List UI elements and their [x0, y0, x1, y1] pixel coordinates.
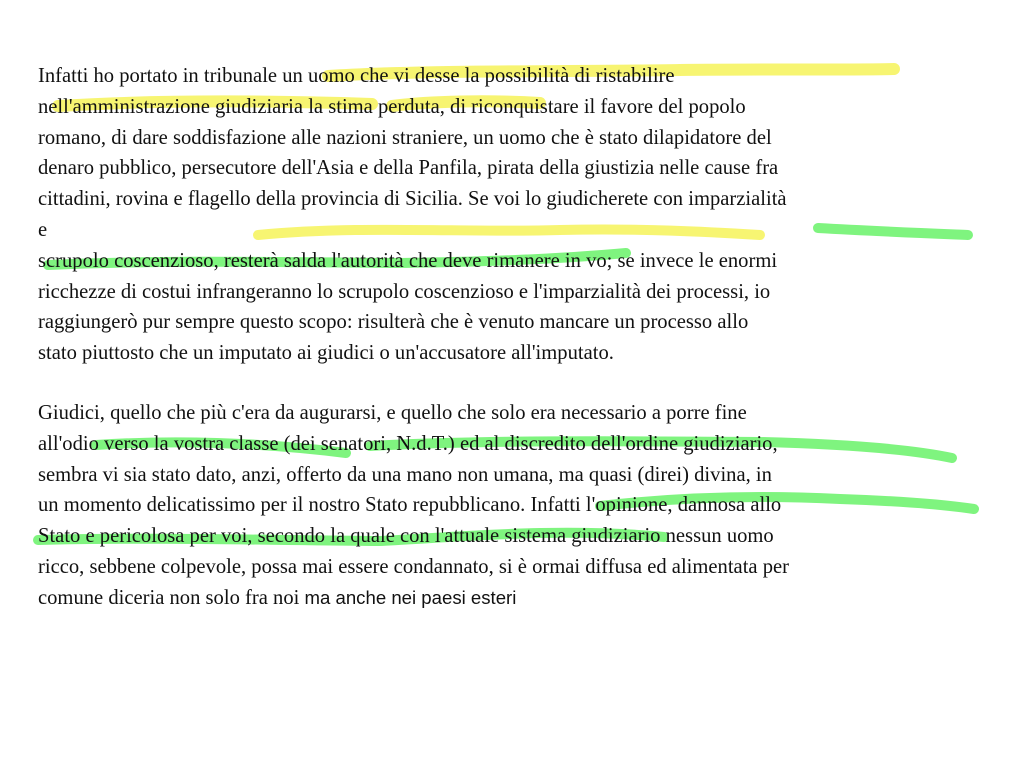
text-line: e: [38, 218, 48, 241]
last-line-sans-text: ma anche nei paesi esteri: [304, 586, 517, 608]
text-line: romano, di dare soddisfazione alle nazioni straniere, un uomo che è stato dilapidatore del: [38, 126, 772, 149]
text-line: denaro pubblico, persecutore dell'Asia e della Panfila, pirata della giustizia nelle cause fra: [38, 157, 779, 180]
paragraph-2: [38, 398, 988, 614]
text-line: sembra vi sia stato dato, anzi, offerto da una mano non umana, ma quasi (direi) divina, in: [38, 463, 772, 486]
text-line: scrupolo coscenzioso, resterà salda l'autorità che deve rimanere in vo; se invece le enormi: [38, 249, 778, 272]
text-line: un momento delicatissimo per il nostro Stato repubblicano. Infatti l'opinione, dannosa allo: [38, 494, 782, 517]
text-line-last: [38, 583, 988, 614]
text-line: ricchezze di costui infrangeranno lo scrupolo coscenzioso e l'imparzialità dei processi, io: [38, 280, 771, 303]
paragraph-1: [38, 61, 988, 369]
text-line: ricco, sebbene colpevole, possa mai essere condannato, si è ormai diffusa ed alimentata per: [38, 555, 790, 578]
text-line: nell'amministrazione giudiziaria la stima perduta, di riconquistare il favore del popolo: [38, 95, 746, 118]
text-line: raggiungerò pur sempre questo scopo: risulterà che è venuto mancare un processo allo: [38, 311, 749, 334]
last-line-serif-text: comune diceria non solo fra noi: [38, 586, 305, 609]
text-line: stato piuttosto che un imputato ai giudici o un'accusatore all'imputato.: [38, 342, 614, 365]
text-line: Infatti ho portato in tribunale un uomo che vi desse la possibilità di ristabilire: [38, 65, 675, 87]
text-line: cittadini, rovina e flagello della provincia di Sicilia. Se voi lo giudicherete con imparzialità: [38, 188, 787, 211]
text-line: Stato e pericolosa per voi, secondo la quale con l'attuale sistema giudiziario nessun uomo: [38, 525, 774, 548]
text-line: Giudici, quello che più c'era da augurarsi, e quello che solo era necessario a porre fine: [38, 402, 747, 424]
text-line: all'odio verso la vostra classe (dei senatori, N.d.T.) ed al discredito dell'ordine giudiziario,: [38, 432, 778, 455]
